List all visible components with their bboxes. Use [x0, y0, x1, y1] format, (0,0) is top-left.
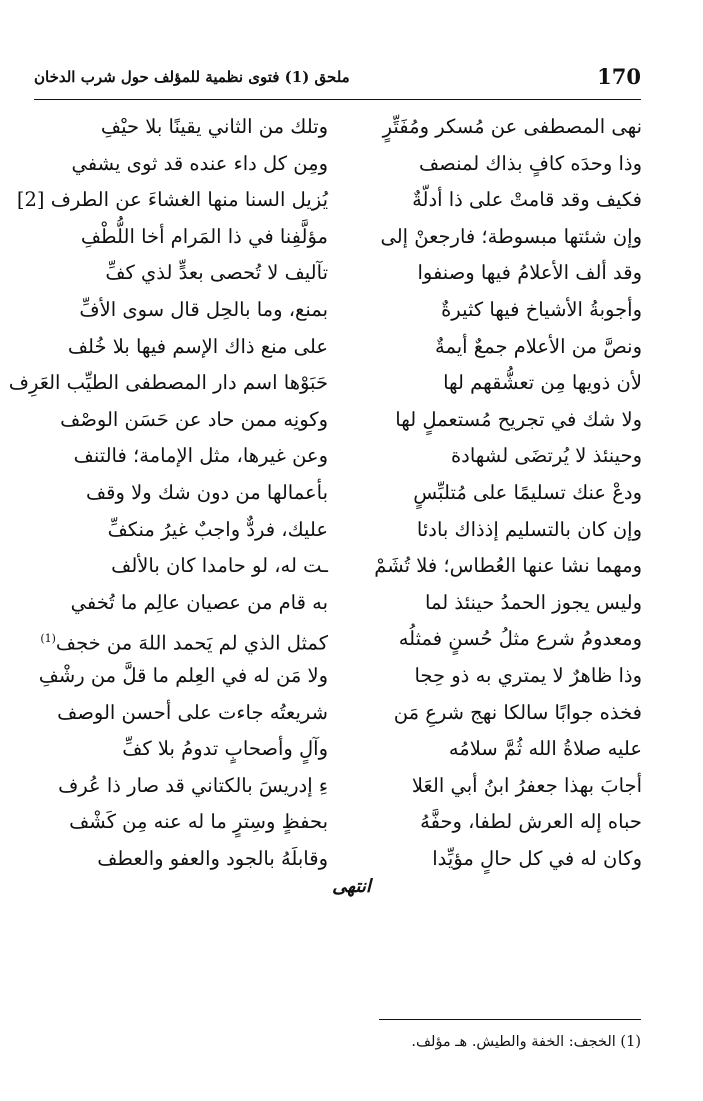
verse-second-hemistich-text: ـت له، لو حامدا كان بالألف [111, 554, 328, 578]
verse-first-hemistich: وقد ألف الأعلامُ فيها وصنفوا [417, 261, 642, 285]
verse-first-hemistich: وذا ظاهرٌ لا يمتري به ذو حِجا [414, 664, 642, 687]
verse-second-hemistich [46, 145, 328, 183]
footnote: (1) الخجف: الخفة والطيش. هـ مؤلف. [411, 1034, 641, 1050]
verse-second-hemistich [46, 803, 328, 841]
verse-second-hemistich [38, 657, 328, 695]
verse-second-hemistich-text: ءِ إدريسَ بالكتاني قد صار ذا عُرف [58, 773, 328, 797]
verse-first-hemistich: عليه صلاةُ الله ثُمَّ سلامُه [448, 737, 642, 761]
verse-line [0, 218, 703, 256]
verse-first-hemistich: ودعْ عنك تسليمًا على مُتلبِّسٍ [413, 481, 642, 504]
verse-first-hemistich: وليس يجوز الحمدُ حينئذ لما [425, 590, 642, 614]
verse-second-hemistich [8, 364, 328, 402]
verse-second-hemistich [46, 254, 328, 292]
verse-second-hemistich-text: ولا مَن له في العِلم ما قلَّ من رشْفِ [38, 664, 328, 687]
verse-second-hemistich [46, 401, 328, 439]
verse-second-hemistich-text: بمنع، وما بالحِل قال سوى الأفِّ [79, 298, 328, 321]
verse-second-hemistich-text: به قام من عصيان عالِم ما تُخفي [70, 590, 328, 614]
verse-second-hemistich-text: مؤلَّفِنا في ذا المَرام أخا اللُّطْفِ [80, 224, 328, 248]
verse-second-hemistich [46, 584, 328, 622]
verse-second-hemistich [46, 730, 328, 768]
page-header [34, 62, 641, 96]
verse-line [0, 694, 703, 732]
verse-first-hemistich: لأن ذويها مِن تعشُّقهم لها [443, 371, 642, 395]
verse-first-hemistich: ومعدومُ شرع مثلُ حُسنٍ فمثلُه [398, 627, 642, 651]
verse-line [0, 291, 703, 329]
verse-second-hemistich [40, 620, 328, 658]
verse-line [0, 547, 703, 585]
footnote-divider [379, 1019, 641, 1020]
verse-first-hemistich: ونصَّ من الأعلام جمعٌ أيمةٌ [435, 334, 642, 358]
verse-first-hemistich: نهى المصطفى عن مُسكر ومُفَتِّرٍ [382, 115, 642, 138]
verse-first-hemistich: وإن شئتها مبسوطة؛ فارجعنْ إلى [380, 224, 642, 248]
verse-line [0, 620, 703, 658]
verse-line [0, 474, 703, 512]
verse-second-hemistich [16, 181, 328, 219]
verse-line [0, 328, 703, 366]
verse-second-hemistich-text: بحفظٍ وسِترٍ ما له عنه مِن كَشْف [69, 810, 328, 834]
verse-line [0, 145, 703, 183]
verse-second-hemistich-text: ومِن كل داء عنده قد ثوى يشفي [71, 151, 328, 175]
verse-line [0, 181, 703, 219]
verse-second-hemistich-text: كمثل الذي لم يَحمد اللهَ من خجف [55, 631, 328, 655]
verse-second-hemistich [46, 437, 328, 475]
verse-line [0, 364, 703, 402]
verse-second-hemistich [46, 328, 328, 366]
verse-second-hemistich [46, 694, 328, 732]
verse-second-hemistich [46, 511, 328, 549]
verse-first-hemistich: ولا شك في تجريح مُستعملٍ لها [395, 407, 642, 431]
verse-second-hemistich-text: عليك، فردٌّ واجبٌ غيرُ منكفِّ [107, 517, 328, 541]
verse-second-hemistich-text: حَبَوْها اسم دار المصطفى الطيِّب العَرِف [8, 371, 328, 395]
verse-line [0, 108, 703, 146]
verse-second-hemistich-text: شريعتُه جاءت على أحسن الوصف [57, 700, 328, 724]
verse-first-hemistich: وحينئذ لا يُرتضَى لشهادة [450, 444, 642, 468]
verse-first-hemistich: حباه إله العرش لطفا، وحفَّهُ [420, 810, 642, 834]
verse-second-hemistich [46, 108, 328, 146]
verse-second-hemistich-text: وكونِه ممن حاد عن حَسَن الوصْف [60, 407, 328, 431]
verse-second-hemistich-text: وقابلَهُ بالجود والعفو والعطف [97, 847, 328, 870]
verse-second-hemistich-text: وعن غيرها، مثل الإمامة؛ فالتنف [73, 444, 328, 468]
running-title: ملحق (1) فتوى نظمية للمؤلف حول شرب الدخان [34, 68, 350, 86]
verse-first-hemistich: وذا وحدَه كافٍ بذاك لمنصف [418, 151, 642, 175]
verse-line [0, 840, 703, 878]
end-mark: انتهى [332, 876, 371, 897]
verse-line [0, 437, 703, 475]
verse-line [0, 803, 703, 841]
verse-first-hemistich: وإن كان بالتسليم إذذاك بادئا [416, 517, 642, 541]
verse-second-hemistich [46, 767, 328, 805]
footnote-marker: (1) [40, 632, 56, 646]
verse-second-hemistich-text: بأعمالها من دون شك ولا وقف [85, 481, 328, 504]
verse-second-hemistich-text: على منع ذاك الإسم فيها بلا خُلف [67, 334, 328, 358]
verse-line [0, 511, 703, 549]
verse-second-hemistich-text: وتلك من الثاني يقينًا بلا حيْفِ [100, 115, 328, 138]
verse-first-hemistich: وكان له في كل حالٍ مؤيِّدا [432, 847, 642, 870]
verse-second-hemistich [46, 474, 328, 512]
verse-first-hemistich: فخذه جوابًا سالكا نهج شرعِ مَن [393, 700, 642, 724]
verse-line [0, 767, 703, 805]
verse-line [0, 401, 703, 439]
verse-first-hemistich: أجابَ بهذا جعفرُ ابنُ أبي العَلا [411, 773, 642, 797]
verse-second-hemistich [46, 291, 328, 329]
verse-line [0, 254, 703, 292]
verse-second-hemistich-text: تآليف لا تُحصى بعدٍّ لذي كفِّ [105, 261, 328, 285]
verse-second-hemistich [46, 218, 328, 256]
verse-second-hemistich-text: وآلٍ وأصحابٍ تدومُ بلا كفِّ [122, 737, 328, 761]
verse-second-hemistich-text: يُزيل السنا منها الغشاءَ عن الطرف [2] [16, 188, 328, 212]
header-divider [34, 99, 641, 100]
verse-second-hemistich [46, 547, 328, 585]
verse-line [0, 584, 703, 622]
verse-first-hemistich: فكيف وقد قامتْ على ذا أدلّةٌ [412, 188, 642, 212]
page-number: 170 [597, 64, 641, 89]
verse-first-hemistich: ومهما نشا عنها العُطاس؛ فلا تُشَمْ [374, 554, 642, 578]
verse-second-hemistich [46, 840, 328, 878]
verse-first-hemistich: وأجوبةُ الأشياخ فيها كثيرةٌ [441, 298, 642, 321]
verse-line [0, 657, 703, 695]
verse-line [0, 730, 703, 768]
